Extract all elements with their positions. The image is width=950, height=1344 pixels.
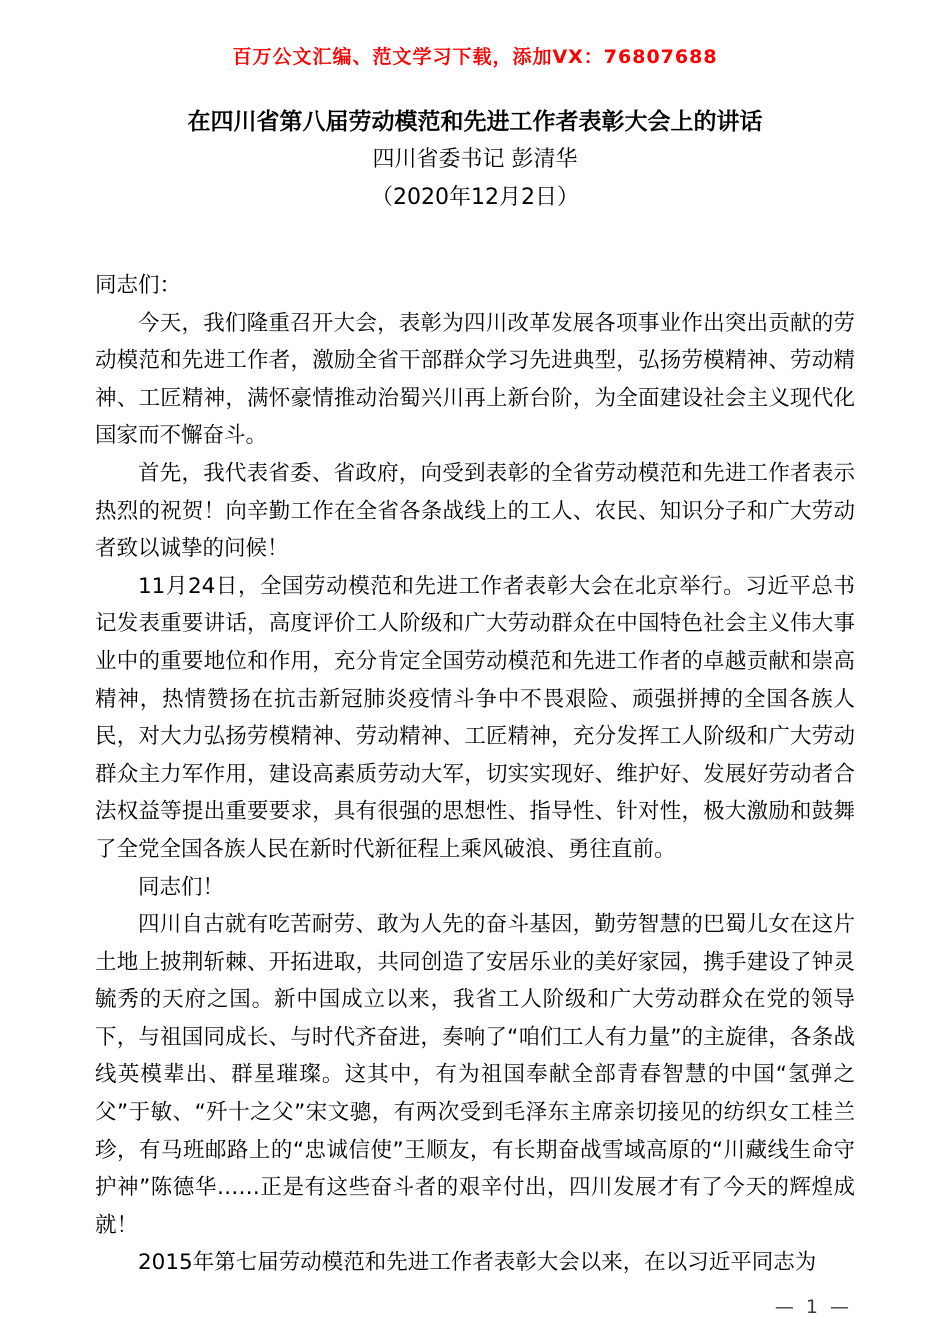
document-title: 在四川省第八届劳动模范和先进工作者表彰大会上的讲话: [187, 109, 763, 135]
page-number: — 1 —: [774, 1296, 852, 1318]
document-date-line: （2020年12月2日）: [371, 185, 579, 210]
paragraph: 首先，我代表省委、省政府，向受到表彰的全省劳动模范和先进工作者表示热烈的祝贺！向辛勤工作在全省各条战线上的工人、农民、知识分子和广大劳动者致以诚挚的问候！: [95, 460, 855, 562]
paragraph-salutation: 同志们！: [138, 874, 225, 900]
paragraph: 2015年第七届劳动模范和先进工作者表彰大会以来，在以习近平同志为: [138, 1250, 817, 1276]
paragraph: 今天，我们隆重召开大会，表彰为四川改革发展各项事业作出突出贡献的劳动模范和先进工作者，激励全省干部群众学习先进典型，弘扬劳模精神、劳动精神、工匠精神，满怀豪情推动治蜀兴川再上新台阶，为全面建设社会主义现代化国家而不懈奋斗。: [95, 310, 855, 449]
paragraph-salutation: 同志们：: [95, 273, 182, 298]
paragraph: 四川自古就有吃苦耐劳、敢为人先的奋斗基因，勤劳智慧的巴蜀儿女在这片土地上披荆斩棘、开拓进取，共同创造了安居乐业的美好家园，携手建设了钟灵毓秀的天府之国。新中国成立以来，我省工人阶级和广大劳动群众在党的领导下，与祖国同成长、与时代齐奋进，奏响了“咱们工人有力量”的主旋律，各条战线英模辈出、群星璀璨。这其中，有为祖国奉献全部青春智慧的中国“氢弹之父”于敏、“歼十之父”宋文骢，有两次受到毛泽东主席亲切接见的纺织女工桂兰珍，有马班邮路上的“忠诚信使”王顺友，有长期奋战雪域高原的“川藏线生命守护神”陈德华……正是有这些奋斗者的艰辛付出，四川发展才有了今天的辉煌成就！: [95, 912, 855, 1238]
promo-header-text: 百万公文汇编、范文学习下载，添加VX：76807688: [232, 46, 718, 68]
document-body: [95, 267, 855, 1282]
paragraph: 11月24日，全国劳动模范和先进工作者表彰大会在北京举行。习近平总书记发表重要讲话，高度评价工人阶级和广大劳动群众在中国特色社会主义伟大事业中的重要地位和作用，充分肯定全国劳动模范和先进工作者的卓越贡献和崇高精神，热情赞扬在抗击新冠肺炎疫情斗争中不畏艰险、顽强拼搏的全国各族人民，对大力弘扬劳模精神、劳动精神、工匠精神，充分发挥工人阶级和广大劳动群众主力军作用，建设高素质劳动大军，切实实现好、维护好、发展好劳动者合法权益等提出重要要求，具有很强的思想性、指导性、针对性，极大激励和鼓舞了全党全国各族人民在新时代新征程上乘风破浪、勇往直前。: [95, 573, 855, 862]
document-speaker-line: 四川省委书记 彭清华: [372, 147, 578, 172]
